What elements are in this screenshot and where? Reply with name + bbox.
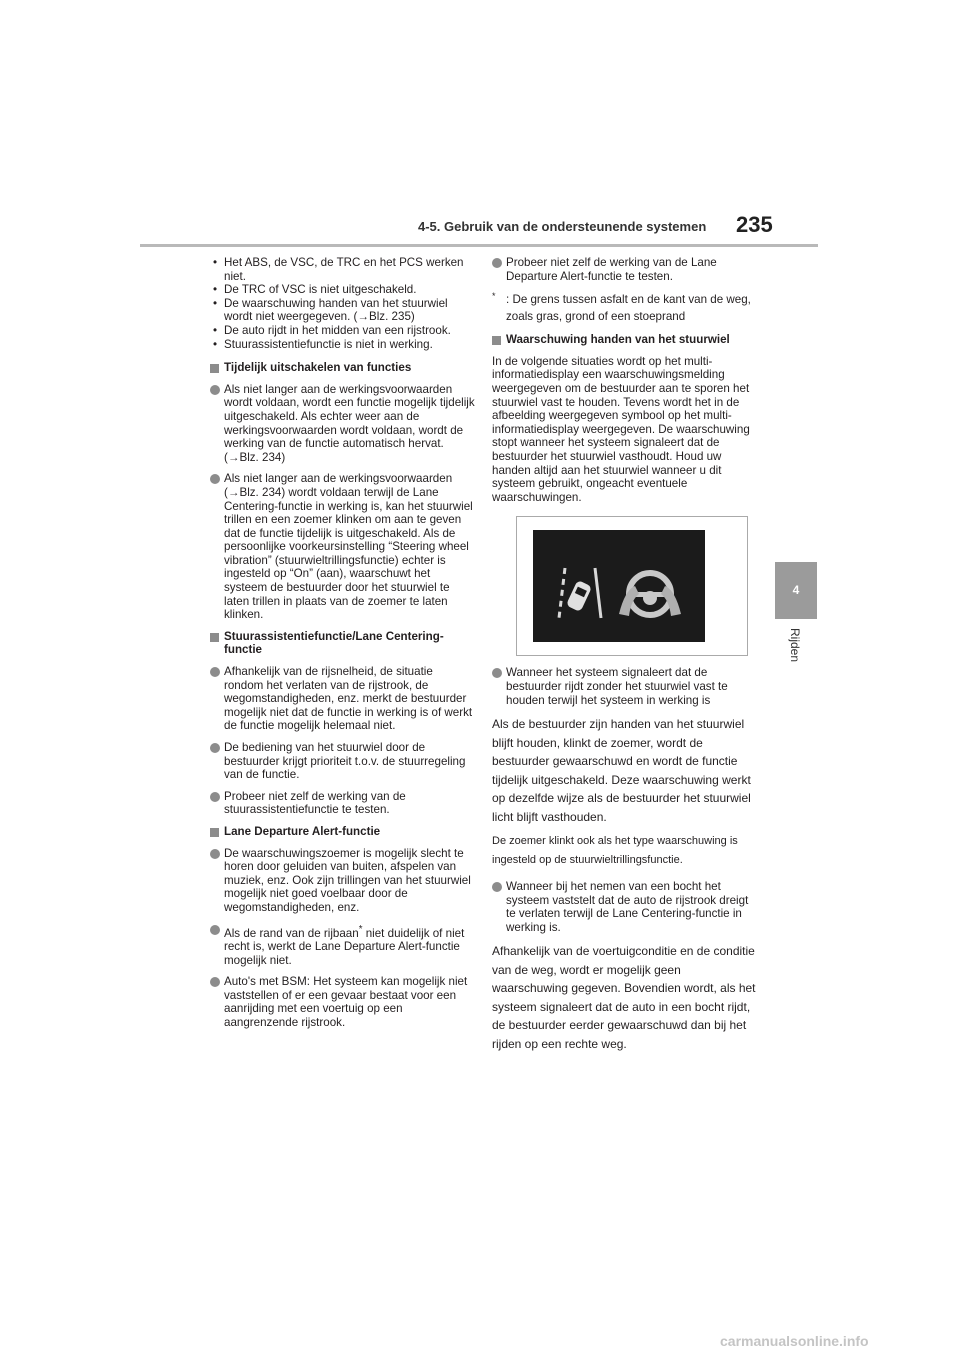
bullet-item: Wanneer het systeem signaleert dat de bestuurder rijdt zonder het stuurwiel vast te houden terwijl het systeem in werking is — [492, 666, 757, 707]
footnote-text: : De grens tussen asfalt en de kant van de weg, zoals gras, grond of een stoeprand — [506, 293, 751, 324]
hands-intro-text: In de volgende situaties wordt op het multi-informatiedisplay een waarschuwingsmelding weergegeven om de bestuurder aan te sporen het stuurwiel vast te houden. Tevens wordt het in de afbeelding weergegeven symbool op het multi-informatiedisplay weergegeven. De waarschuwing stopt wanneer het systeem signaleert dat de bestuurder het stuurwiel vasthoudt. Houd uw handen altijd aan het stuurwiel wanneer u dit systeem gebruikt, ongeacht eventuele waarschuwingen. — [492, 354, 750, 504]
heading-lane-departure: Lane Departure Alert-functie — [210, 825, 475, 839]
footnote-ref: * — [358, 923, 363, 935]
steering-wheel-hands-icon — [619, 573, 681, 616]
bullet-text: Als de rand van de rijbaan — [224, 926, 359, 940]
page-number: 235 — [736, 212, 773, 237]
right-column — [492, 256, 757, 1059]
bullet-item: Auto's met BSM: Het systeem kan mogelijk niet vaststellen of er een gevaar bestaat voor een aanrijding met een voertuig op een aangrenzende rijstrook. — [210, 975, 475, 1029]
bullet-item: De bediening van het stuurwiel door de bestuurder krijgt prioriteit t.o.v. de stuurregeling van de functie. — [210, 741, 475, 782]
watermark: carmanualsonline.info — [720, 1333, 869, 1349]
header-divider — [140, 244, 818, 247]
display-figure — [516, 516, 748, 656]
list-item: • De TRC of VSC is niet uitgeschakeld. — [210, 283, 475, 297]
bullet-item: Wanneer bij het nemen van een bocht het systeem vaststelt dat de auto de rijstrook dreigt te verlaten terwijl de Lane Centering-functie in werking is. — [492, 880, 757, 934]
lane-departure-icon — [559, 568, 601, 618]
left-column — [210, 256, 475, 1038]
list-item: • De waarschuwing handen van het stuurwiel wordt niet weergegeven. (→Blz. 235) — [210, 297, 475, 324]
warning-symbols — [533, 530, 705, 642]
footnote — [492, 291, 757, 325]
zoemer-note: De zoemer klinkt ook als het type waarschuwing is ingesteld op de stuurwieltrillingsfunctie. — [492, 835, 738, 867]
bullet-item: De waarschuwingszoemer is mogelijk slecht te horen door geluiden van buiten, afspelen van muziek, enz. Ook zijn trillingen van het stuurwiel mogelijk niet goed voelbaar door de wegomstandigheden, enz. — [210, 847, 475, 915]
bullet-item: Probeer niet zelf de werking van de stuurassistentiefunctie te testen. — [210, 790, 475, 817]
bullet-item: Als niet langer aan de werkingsvoorwaarden wordt voldaan, wordt een functie mogelijk tijdelijk uitgeschakeld. Als echter weer aan de werkingsvoorwaarden wordt voldaan, wordt de werking van de functie automatisch hervat. (→Blz. 234) — [210, 383, 475, 465]
list-item: • Stuurassistentiefunctie is niet in werking. — [210, 338, 475, 352]
heading-hands-warning: Waarschuwing handen van het stuurwiel — [492, 333, 757, 347]
detect-text: Als de bestuurder zijn handen van het stuurwiel blijft houden, klinkt de zoemer, wordt de bestuurder gewaarschuwd en wordt de functie tijdelijk uitgeschakeld. Deze waarschuwing werkt op dezelfde wijze als de bestuurder het stuurwiel licht blijft vasthouden. — [492, 717, 751, 824]
section-title: 4-5. Gebruik van de ondersteunende systemen — [418, 219, 707, 234]
bullet-item: Als niet langer aan de werkingsvoorwaarden (→Blz. 234) wordt voldaan terwijl de Lane Centering-functie in werking is, kan het stuurwiel trillen en een zoemer klinken om aan te geven dat de functie tijdelijk is uitgeschakeld. Als de persoonlijke voorkeursinstelling “Steering wheel vibration” (stuurwieltrillingsfunctie) echter is ingesteld op “On” (aan), waarschuwt het systeem de bestuurder door het stuurwiel te laten trillen in plaats van de zoemer te laten klinken. — [210, 472, 475, 622]
curve-text: Afhankelijk van de voertuigconditie en de conditie van de weg, wordt er mogelijk geen waarschuwing gegeven. Bovendien wordt, als het systeem signaleert dat de auto in een bocht rijdt, de bestuurder eerder gewaarschuwd dan bij het rijden op een rechte weg. — [492, 944, 756, 1051]
bullet-text: niet duidelijk of niet recht is, werkt de Lane Departure Alert-functie mogelijk niet. — [224, 926, 465, 967]
bullet-item: Probeer niet zelf de werking van de Lane Departure Alert-functie te testen. — [492, 256, 757, 283]
multi-info-display — [533, 530, 705, 642]
footnote-marker: * — [492, 291, 496, 302]
bullet-item — [210, 923, 475, 968]
chapter-label: Rijden — [788, 628, 802, 663]
chapter-tab[interactable]: 4 — [775, 562, 817, 619]
heading-temp-off: Tijdelijk uitschakelen van functies — [210, 361, 475, 375]
list-item: • Het ABS, de VSC, de TRC en het PCS werken niet. — [210, 256, 475, 283]
conditions-list — [210, 256, 475, 351]
heading-steering-assist: Stuurassistentiefunctie/Lane Centering-functie — [210, 630, 475, 657]
list-item: • De auto rijdt in het midden van een rijstrook. — [210, 324, 475, 338]
bullet-item: Afhankelijk van de rijsnelheid, de situatie rondom het verlaten van de rijstrook, de wegomstandigheden, enz. merkt de bestuurder mogelijk niet dat de functie in werking is of werkt de functie mogelijk helemaal niet. — [210, 665, 475, 733]
